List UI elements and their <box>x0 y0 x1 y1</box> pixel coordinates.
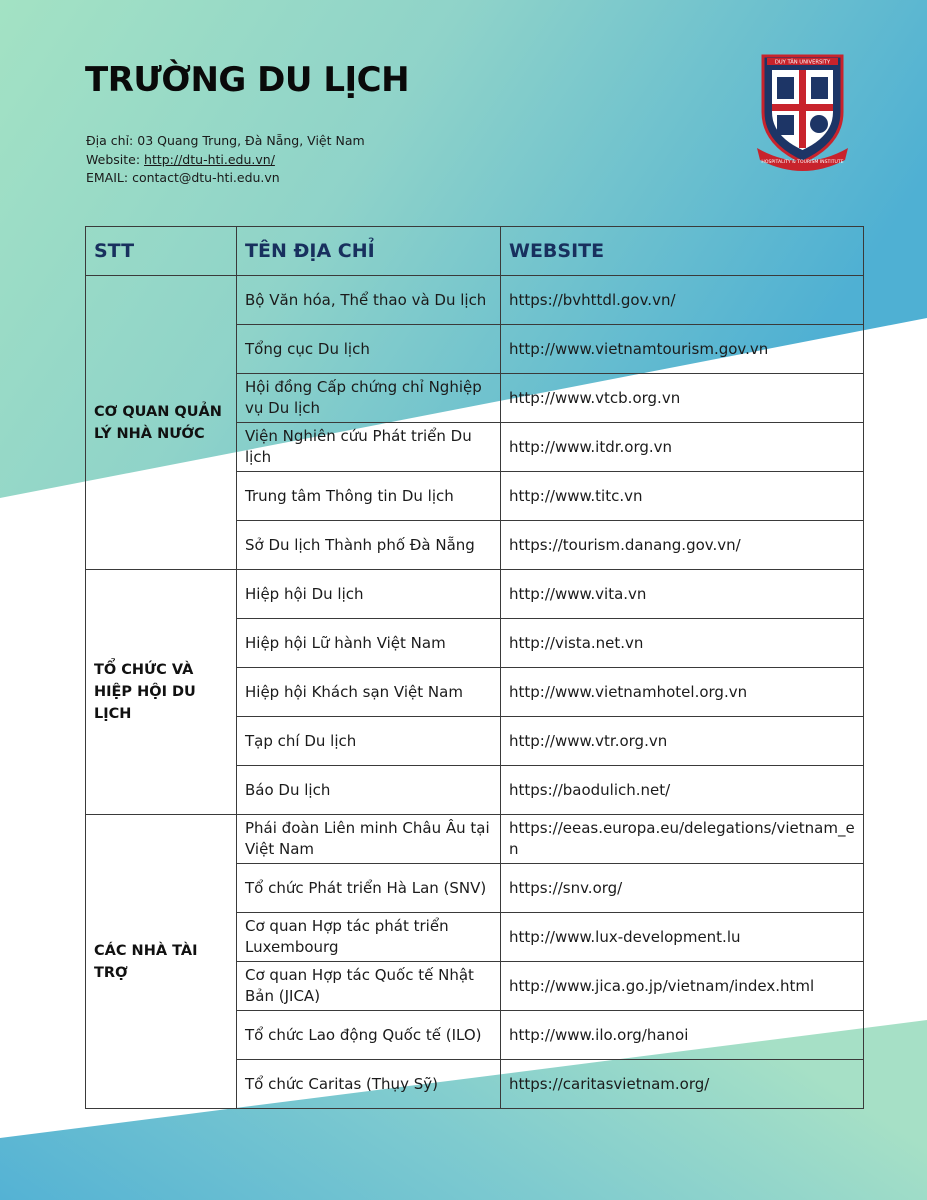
org-website-link[interactable]: http://www.vietnamtourism.gov.vn <box>501 325 864 374</box>
org-name: Phái đoàn Liên minh Châu Âu tại Việt Nam <box>237 815 501 864</box>
org-website-link[interactable]: http://www.vita.vn <box>501 570 864 619</box>
website-link[interactable]: http://dtu-hti.edu.vn/ <box>144 151 275 167</box>
address-line: Địa chỉ: 03 Quang Trung, Đà Nẵng, Việt Nam <box>86 133 365 148</box>
org-website-link[interactable]: http://www.vtcb.org.vn <box>501 374 864 423</box>
page-title: TRƯỜNG DU LỊCH <box>85 60 410 100</box>
group-label: CƠ QUAN QUẢN LÝ NHÀ NƯỚC <box>86 276 237 570</box>
org-name: Sở Du lịch Thành phố Đà Nẵng <box>237 521 501 570</box>
org-name: Tạp chí Du lịch <box>237 717 501 766</box>
header-stt: STT <box>86 227 237 276</box>
org-name: Tổng cục Du lịch <box>237 325 501 374</box>
logo-top-text: DUY TÂN UNIVERSITY <box>774 59 831 66</box>
org-website-link[interactable]: https://baodulich.net/ <box>501 766 864 815</box>
group-label: TỔ CHỨC VÀ HIỆP HỘI DU LỊCH <box>86 570 237 815</box>
email-line: EMAIL: contact@dtu-hti.edu.vn <box>86 170 280 185</box>
org-name: Hiệp hội Du lịch <box>237 570 501 619</box>
org-website-link[interactable]: http://www.vietnamhotel.org.vn <box>501 668 864 717</box>
org-website-link[interactable]: https://eeas.europa.eu/delegations/vietnam_en <box>501 815 864 864</box>
org-name: Tổ chức Lao động Quốc tế (ILO) <box>237 1011 501 1060</box>
header-name: TÊN ĐỊA CHỈ <box>237 227 501 276</box>
org-name: Hội đồng Cấp chứng chỉ Nghiệp vụ Du lịch <box>237 374 501 423</box>
table-row <box>86 276 864 325</box>
header-website: WEBSITE <box>501 227 864 276</box>
org-name: Tổ chức Phát triển Hà Lan (SNV) <box>237 864 501 913</box>
book-icon <box>777 77 794 99</box>
tourism-directory-table <box>85 226 864 1109</box>
org-name: Báo Du lịch <box>237 766 501 815</box>
org-name: Tổ chức Caritas (Thụy Sỹ) <box>237 1060 501 1109</box>
group-label: CÁC NHÀ TÀI TRỢ <box>86 815 237 1109</box>
table-row <box>86 815 864 864</box>
org-name: Cơ quan Hợp tác phát triển Luxembourg <box>237 913 501 962</box>
org-website-link[interactable]: http://www.titc.vn <box>501 472 864 521</box>
org-name: Hiệp hội Lữ hành Việt Nam <box>237 619 501 668</box>
website-line <box>86 151 365 170</box>
contact-info <box>86 132 365 188</box>
globe-icon <box>810 115 828 133</box>
org-website-link[interactable]: https://snv.org/ <box>501 864 864 913</box>
bust-icon <box>811 77 828 99</box>
org-website-link[interactable]: http://www.itdr.org.vn <box>501 423 864 472</box>
org-website-link[interactable]: https://bvhttdl.gov.vn/ <box>501 276 864 325</box>
table-header-row <box>86 227 864 276</box>
org-website-link[interactable]: https://tourism.danang.gov.vn/ <box>501 521 864 570</box>
org-name: Bộ Văn hóa, Thể thao và Du lịch <box>237 276 501 325</box>
org-website-link[interactable]: http://www.vtr.org.vn <box>501 717 864 766</box>
website-label: Website: <box>86 151 145 167</box>
logo-ribbon-text: HOSPITALITY & TOURISM INSTITUTE <box>761 160 844 165</box>
university-crest-logo <box>755 52 850 172</box>
org-name: Hiệp hội Khách sạn Việt Nam <box>237 668 501 717</box>
torch-icon <box>777 115 794 135</box>
table-row <box>86 570 864 619</box>
org-name: Viện Nghiên cứu Phát triển Du lịch <box>237 423 501 472</box>
org-name: Cơ quan Hợp tác Quốc tế Nhật Bản (JICA) <box>237 962 501 1011</box>
org-website-link[interactable]: http://vista.net.vn <box>501 619 864 668</box>
org-website-link[interactable]: http://www.jica.go.jp/vietnam/index.html <box>501 962 864 1011</box>
org-name: Trung tâm Thông tin Du lịch <box>237 472 501 521</box>
org-website-link[interactable]: http://www.lux-development.lu <box>501 913 864 962</box>
org-website-link[interactable]: https://caritasvietnam.org/ <box>501 1060 864 1109</box>
org-website-link[interactable]: http://www.ilo.org/hanoi <box>501 1011 864 1060</box>
